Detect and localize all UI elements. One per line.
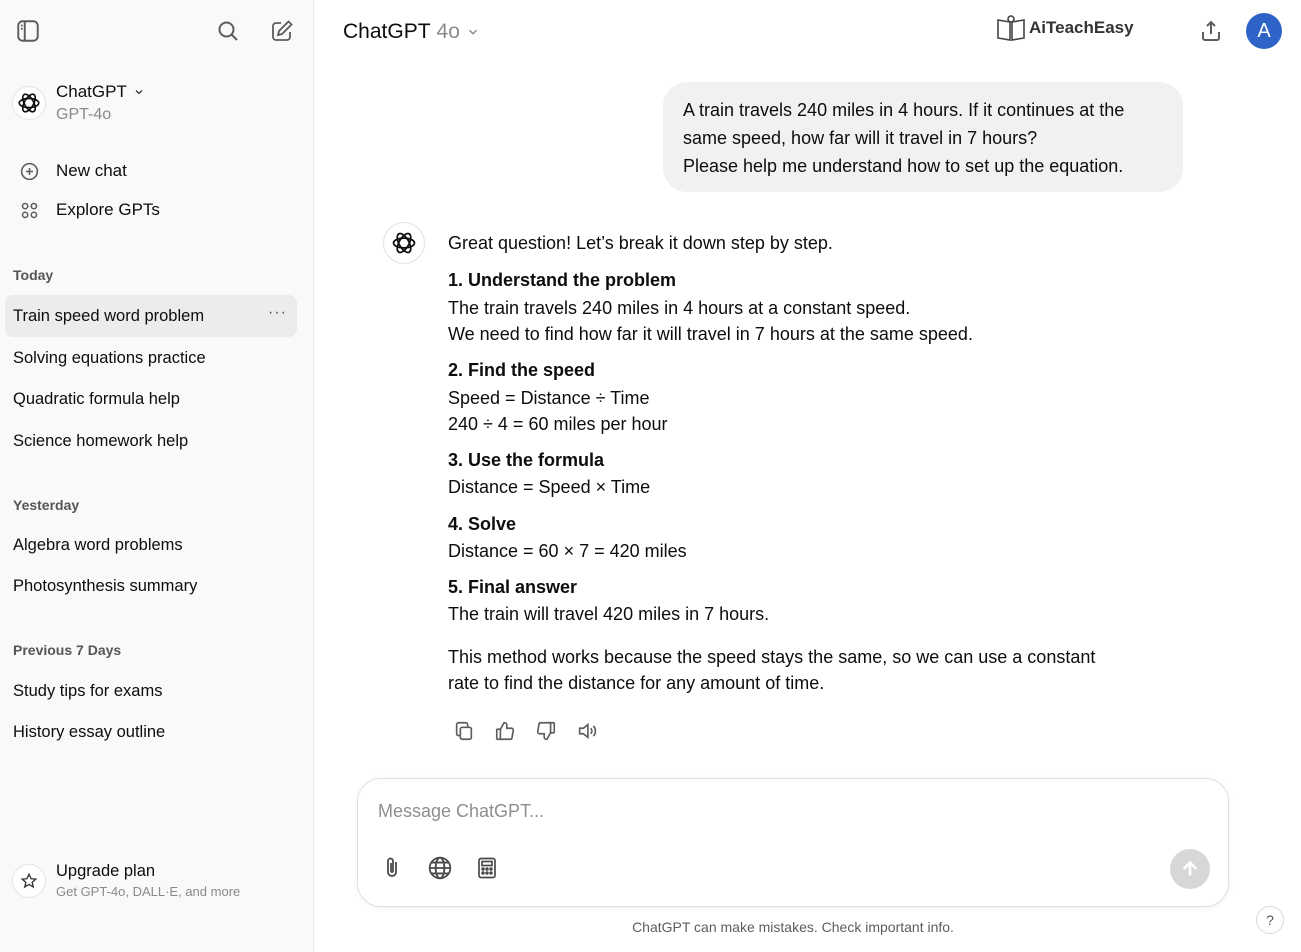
step-heading: 1. Understand the problem: [448, 270, 677, 290]
step-line: Distance = Speed × Time: [448, 477, 651, 497]
chat-item[interactable]: [5, 337, 297, 379]
chat-item-label: Algebra word problems: [13, 535, 183, 554]
brand-name: AiTeachEasy: [1029, 18, 1134, 37]
book-icon: [996, 14, 1026, 42]
chat-item[interactable]: [5, 524, 297, 566]
upgrade-title: Upgrade plan: [56, 862, 156, 880]
upgrade-plan-button[interactable]: [12, 862, 240, 899]
closing-line: This method works because the speed stays the same, so we can use a constant: [448, 647, 1096, 667]
message-input[interactable]: [378, 797, 1158, 825]
chevron-down-icon: [133, 86, 145, 98]
calculator-icon[interactable]: [471, 852, 503, 884]
message-composer: [357, 778, 1229, 907]
chat-item-label: Study tips for exams: [13, 681, 163, 700]
help-button[interactable]: ?: [1256, 906, 1284, 934]
chevron-down-icon: [466, 25, 480, 39]
assistant-intro: Great question! Let’s break it down step by step.: [448, 233, 833, 253]
section-title-yesterday: Yesterday: [13, 497, 80, 513]
header-version: 4o: [436, 20, 460, 43]
disclaimer-text: ChatGPT can make mistakes. Check important info.: [632, 919, 954, 935]
openai-logo-icon: [390, 229, 418, 257]
model-name: ChatGPT: [56, 82, 127, 101]
plus-circle-icon: [18, 160, 40, 182]
thumbs-down-icon[interactable]: [534, 717, 558, 745]
openai-logo-icon: [12, 86, 46, 120]
chat-item-label: History essay outline: [13, 722, 166, 741]
chat-item[interactable]: [5, 565, 297, 607]
step-heading: 4. Solve: [448, 514, 517, 534]
step-heading: 2. Find the speed: [448, 360, 596, 380]
chat-item[interactable]: [5, 295, 297, 337]
new-chat-compose-icon[interactable]: [268, 17, 296, 45]
section-title-previous-7-days: Previous 7 Days: [13, 642, 122, 658]
arrow-up-icon: [1179, 858, 1201, 880]
model-selector[interactable]: [343, 20, 480, 44]
step-line: Distance = 60 × 7 = 420 miles: [448, 541, 687, 561]
chat-item-label: Photosynthesis summary: [13, 576, 198, 595]
step-line: Speed = Distance ÷ Time: [448, 388, 650, 408]
chat-item[interactable]: [5, 420, 297, 462]
message-actions: [452, 717, 599, 745]
step-line: We need to find how far it will travel in 7 hours at the same speed.: [448, 324, 973, 344]
copy-icon[interactable]: [452, 717, 476, 745]
step-heading: 5. Final answer: [448, 577, 578, 597]
read-aloud-icon[interactable]: [575, 717, 599, 745]
header-title: ChatGPT: [343, 20, 431, 43]
brand-logo: [996, 14, 1134, 42]
paperclip-icon[interactable]: [376, 852, 408, 884]
chat-options-icon[interactable]: ···: [268, 304, 287, 321]
new-chat-label: New chat: [56, 161, 127, 180]
globe-icon[interactable]: [424, 852, 456, 884]
upgrade-subtitle: Get GPT-4o, DALL·E, and more: [56, 884, 241, 899]
user-message: [663, 82, 1183, 192]
chat-item-label: Solving equations practice: [13, 348, 206, 367]
explore-gpts-button[interactable]: [18, 199, 160, 221]
new-chat-button[interactable]: [18, 160, 127, 182]
step-line: The train will travel 420 miles in 7 hours.: [448, 604, 770, 624]
model-version: GPT-4o: [56, 106, 112, 123]
user-avatar[interactable]: A: [1246, 13, 1282, 49]
search-icon[interactable]: [214, 17, 242, 45]
chat-item-label: Science homework help: [13, 431, 189, 450]
step-heading: 3. Use the formula: [448, 450, 605, 470]
chat-item[interactable]: [5, 670, 297, 712]
step-line: The train travels 240 miles in 4 hours at a constant speed.: [448, 298, 911, 318]
model-switcher[interactable]: [12, 82, 145, 124]
chat-item-label: Quadratic formula help: [13, 389, 180, 408]
star-icon: [12, 864, 46, 898]
thumbs-up-icon[interactable]: [493, 717, 517, 745]
user-message-line: same speed, how far will it travel in 7 hours?: [683, 128, 1038, 148]
user-message-line: Please help me understand how to set up the equation.: [683, 156, 1124, 176]
explore-gpts-label: Explore GPTs: [56, 200, 160, 219]
section-title-today: Today: [13, 267, 54, 283]
chat-item[interactable]: [5, 711, 297, 753]
step-line: 240 ÷ 4 = 60 miles per hour: [448, 414, 668, 434]
user-message-line: A train travels 240 miles in 4 hours. If it continues at the: [683, 100, 1125, 120]
send-button[interactable]: [1170, 849, 1210, 889]
grid-icon: [18, 199, 40, 221]
chat-item[interactable]: [5, 378, 297, 420]
sidebar-toggle-icon[interactable]: [14, 17, 42, 45]
closing-line: rate to find the distance for any amount of time.: [448, 673, 825, 693]
sidebar: [0, 0, 314, 952]
chat-item-label: Train speed word problem: [13, 306, 205, 325]
share-icon[interactable]: [1196, 16, 1226, 46]
assistant-avatar: [383, 222, 425, 264]
